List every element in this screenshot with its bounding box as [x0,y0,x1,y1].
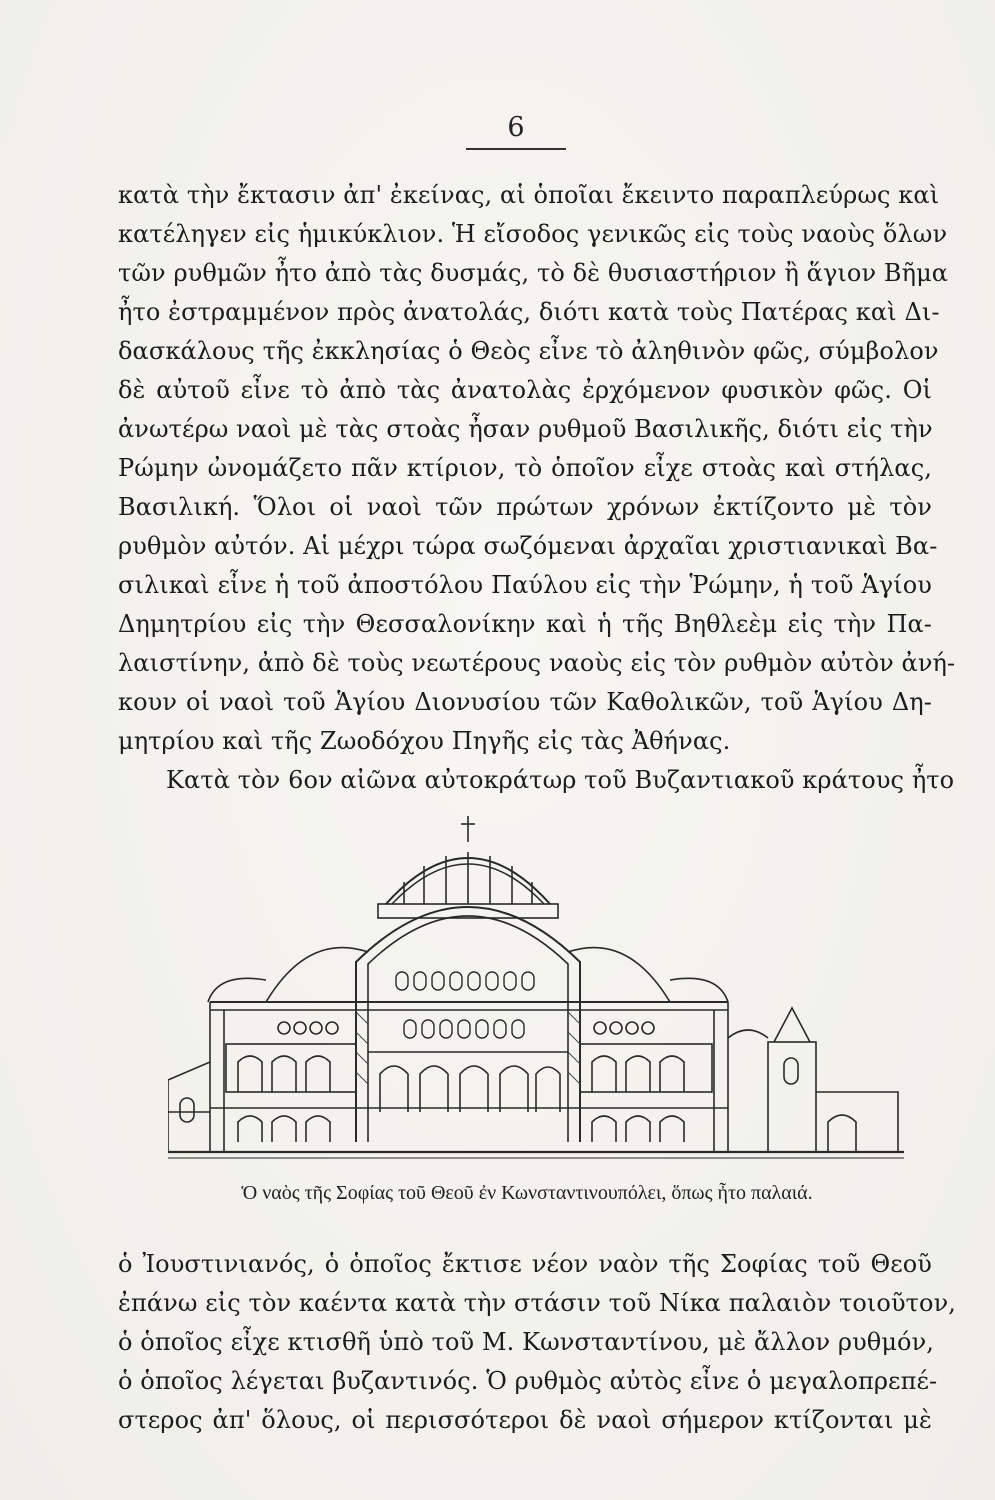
text-line: ὁ ὁποῖος λέγεται βυζαντινός. Ὁ ρυθμὸς αὐτὸς εἶνε ὁ μεγαλοπρεπέ- [118,1367,938,1395]
text-line: στερος ἀπ' ὅλους, οἱ περισσότεροι δὲ ναοὶ σήμερον κτίζονται μὲ [118,1406,932,1434]
figure-caption: Ὁ ναὸς τῆς Σοφίας τοῦ Θεοῦ ἐν Κωνσταντινουπόλει, ὅπως ἦτο παλαιά. [241,1182,813,1204]
text-line: ἦτο ἐστραμμένον πρὸς ἀνατολάς, διότι κατὰ τοὺς Πατέρας καὶ Δι- [118,298,940,326]
text-line: ἐπάνω εἰς τὸν καέντα κατὰ τὴν στάσιν τοῦ Νίκα παλαιὸν τοιοῦτον, [118,1289,957,1317]
text-line: Ρώμην ὠνομάζετο πᾶν κτίριον, τὸ ὁποῖον εἶχε στοὰς καὶ στήλας, [118,454,932,482]
text-line: κατέληγεν εἰς ἡμικύκλιον. Ἡ εἴσοδος γενικῶς εἰς τοὺς ναοὺς ὅλων [118,220,948,248]
text-line: δασκάλους τῆς ἐκκλησίας ὁ Θεὸς εἶνε τὸ ἀληθινὸν φῶς, σύμβολον [118,337,939,365]
text-line: ρυθμὸν αὐτόν. Αἱ μέχρι τώρα σωζόμεναι ἀρχαῖαι χριστιανικαὶ Βα- [118,532,938,560]
text-line: ὁ Ἰουστινιανός, ὁ ὁποῖος ἔκτισε νέον ναὸν τῆς Σοφίας τοῦ Θεοῦ [118,1250,932,1278]
text-line: ἀνωτέρω ναοὶ μὲ τὰς στοὰς ἦσαν ρυθμοῦ Βασιλικῆς, διότι εἰς τὴν [118,415,933,443]
text-line: κουν οἱ ναοὶ τοῦ Ἁγίου Διονυσίου τῶν Καθολικῶν, τοῦ Ἁγίου Δη- [118,688,932,716]
paragraph-block-bottom [118,1245,957,1440]
text-line: ὁ ὁποῖος εἶχε κτισθῆ ὑπὸ τοῦ Μ. Κωνσταντίνου, μὲ ἄλλον ρυθμόν, [118,1328,935,1356]
page-number: 6 [507,112,525,143]
text-line: Δημητρίου εἰς τὴν Θεσσαλονίκην καὶ ἡ τῆς Βηθλεὲμ εἰς τὴν Πα- [118,610,932,638]
hagia-sophia-illustration [168,812,908,1182]
text-line: μητρίου καὶ τῆς Ζωοδόχου Πηγῆς εἰς τὰς Ἀθήνας. [118,727,731,755]
text-line: σιλικαὶ εἶνε ἡ τοῦ ἀποστόλου Παύλου εἰς τὴν Ῥώμην, ἡ τοῦ Ἁγίου [118,571,932,599]
paragraph-opening-line: Κατὰ τὸν 6ον αἰῶνα αὐτοκράτωρ τοῦ Βυζαντιακοῦ κράτους ἦτο [166,766,955,794]
text-line: κατὰ τὴν ἔκτασιν ἀπ' ἐκείνας, αἱ ὁποῖαι ἔκειντο παραπλεύρως καὶ [118,181,940,209]
page-number-rule [466,148,566,150]
text-line: δὲ αὐτοῦ εἶνε τὸ ἀπὸ τὰς ἀνατολὰς ἐρχόμενον φυσικὸν φῶς. Οἱ [118,376,932,404]
paragraph-block-top [118,176,956,800]
text-line: λαιστίνην, ἀπὸ δὲ τοὺς νεωτέρους ναοὺς εἰς τὸν ρυθμὸν αὐτὸν ἀνή- [118,649,956,677]
text-line: τῶν ρυθμῶν ἦτο ἀπὸ τὰς δυσμάς, τὸ δὲ θυσιαστήριον ἢ ἅγιον Βῆμα [118,259,949,287]
text-line: Βασιλική. Ὅλοι οἱ ναοὶ τῶν πρώτων χρόνων ἐκτίζοντο μὲ τὸν [118,493,932,521]
